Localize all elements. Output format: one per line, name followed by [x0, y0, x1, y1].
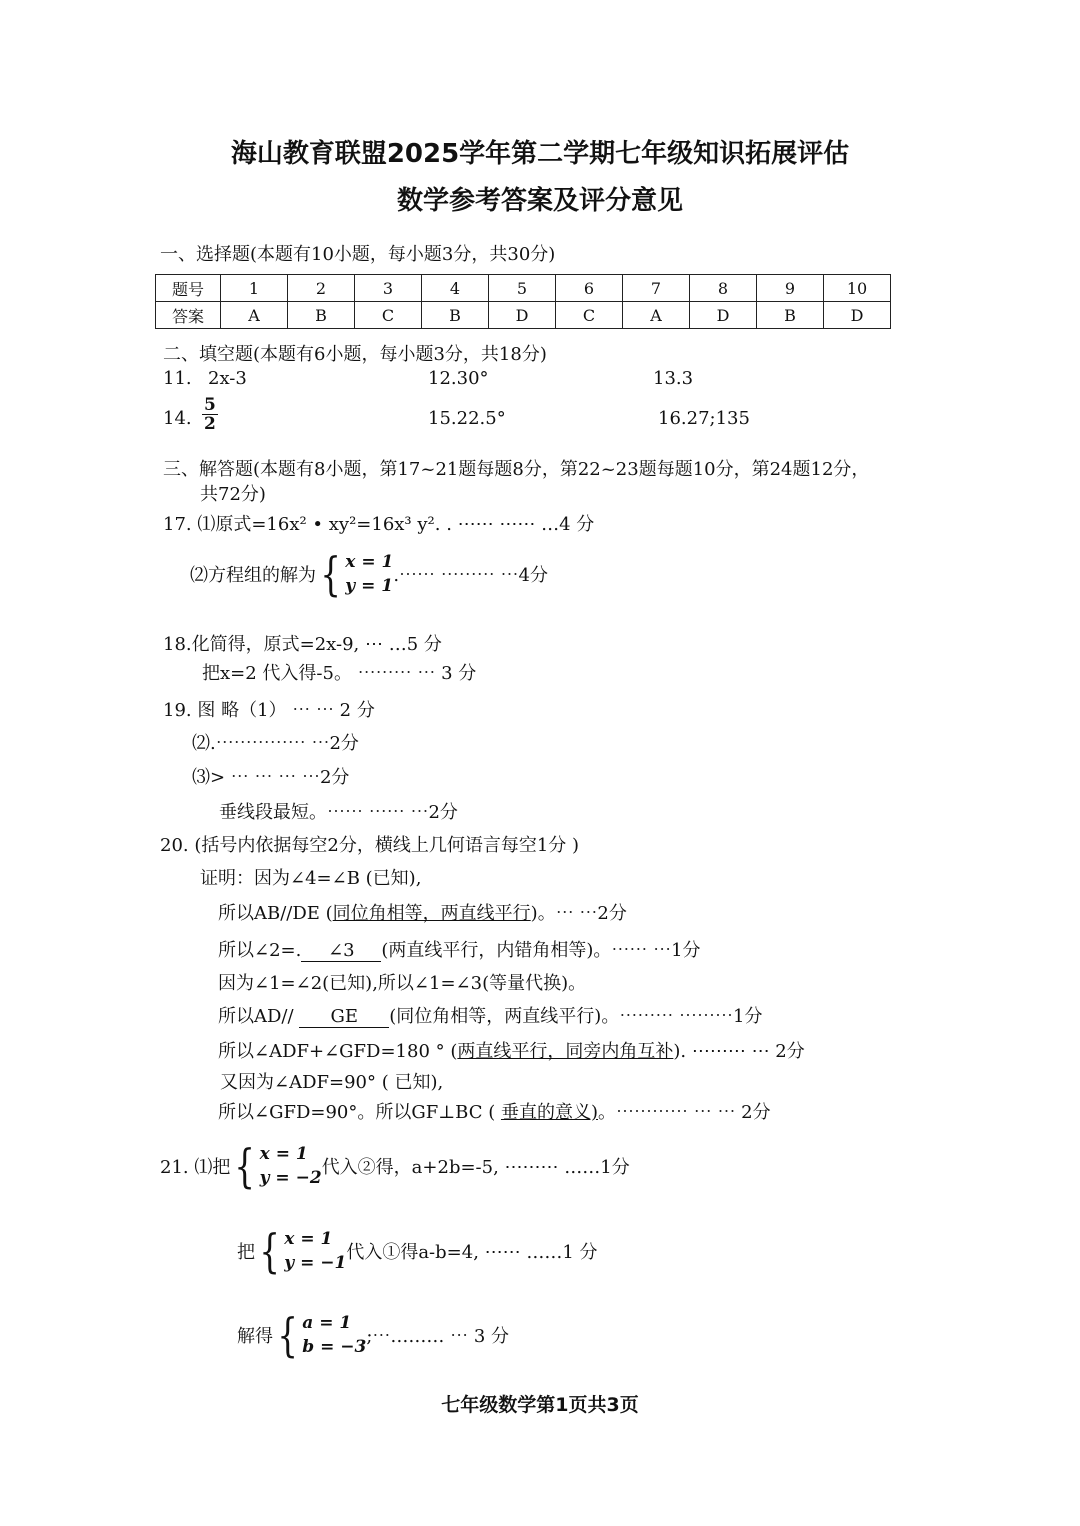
table-row-label: 答案 — [156, 302, 221, 329]
system-row: a = 1 — [302, 1313, 352, 1333]
question-number: 8 — [690, 275, 757, 302]
text: ;⋯……… ⋯ 3 分 — [366, 1326, 510, 1347]
equation-system — [230, 1139, 322, 1193]
text: 所以∠ADF+∠GFD=180 ° ( — [218, 1041, 458, 1062]
q17-part2 — [190, 547, 548, 601]
q20-line8: 又因为∠ADF=90° ( 已知), — [220, 1072, 444, 1093]
q20-line6 — [218, 1002, 763, 1028]
answer-cell: B — [757, 302, 824, 329]
section-fill-heading: 二、填空题(本题有6小题，每小题3分，共18分) — [163, 344, 547, 365]
text: (同位角相等，两直线平行)。⋯⋯⋯ ⋯⋯⋯1分 — [389, 1006, 763, 1027]
answer-cell: C — [355, 302, 422, 329]
question-number: 6 — [556, 275, 623, 302]
q17-part2-score: .⋯⋯ ⋯⋯⋯ ⋯4分 — [393, 565, 548, 586]
q11-number: 11. — [163, 368, 192, 389]
page-footer: 七年级数学第1页共3页 — [441, 1394, 639, 1416]
system-row: y = −2 — [259, 1168, 322, 1188]
q19-line2: ⑵.⋯⋯⋯⋯⋯ ⋯2分 — [192, 733, 359, 754]
text: 所以AB//DE ( — [218, 903, 333, 924]
answer-table — [155, 274, 891, 329]
q20-line9 — [218, 1098, 771, 1124]
answer-cell: B — [288, 302, 355, 329]
filled-blank: GE — [299, 1006, 389, 1028]
answer-cell: A — [623, 302, 690, 329]
q21-line1 — [160, 1139, 630, 1193]
equation-system — [273, 1308, 367, 1362]
section-choice-heading: 一、选择题(本题有10小题，每小题3分，共30分) — [160, 244, 556, 265]
question-number: 1 — [221, 275, 288, 302]
brace-icon: { — [234, 1139, 256, 1193]
text: 所以AD// — [218, 1006, 300, 1027]
q11-answer: 2x-3 — [208, 368, 247, 389]
underlined-reason: 两直线平行，同旁内角互补 — [457, 1041, 674, 1062]
q20-line1: 20. (括号内依据每空2分，横线上几何语言每空1分 ) — [160, 835, 580, 856]
text: 把 — [237, 1242, 255, 1263]
equation-system — [255, 1224, 347, 1278]
q17-part1: 17. ⑴原式=16x² • xy²=16x³ y². . ⋯⋯ ⋯⋯ …4 分 — [163, 514, 595, 535]
document-subtitle: 数学参考答案及评分意见 — [396, 186, 683, 216]
system-row: x = 1 — [284, 1229, 333, 1249]
question-number: 7 — [623, 275, 690, 302]
text: 代入①得a-b=4, ⋯⋯ ……1 分 — [346, 1242, 598, 1263]
text: )。⋯ ⋯2分 — [530, 903, 627, 924]
q15-answer: 15.22.5° — [428, 408, 506, 429]
question-number: 3 — [355, 275, 422, 302]
question-number: 2 — [288, 275, 355, 302]
question-number: 9 — [757, 275, 824, 302]
q20-line2: 证明：因为∠4=∠B (已知), — [200, 868, 422, 889]
q14-denominator: 2 — [204, 414, 216, 434]
system-row: y = −1 — [284, 1253, 347, 1273]
q16-answer: 16.27;135 — [658, 408, 750, 429]
q12-answer: 12.30° — [428, 368, 489, 389]
underlined-reason: 垂直的意义) — [500, 1102, 598, 1123]
answer-cell: A — [221, 302, 288, 329]
q21-line2 — [237, 1224, 598, 1278]
q19-line1: 19. 图 略（1） ⋯ ⋯ 2 分 — [163, 700, 375, 721]
brace-icon: { — [320, 547, 341, 601]
q17-part2-label: ⑵方程组的解为 — [190, 565, 316, 586]
q18-line2: 把x=2 代入得-5。 ⋯⋯⋯ ⋯ 3 分 — [202, 663, 477, 684]
q20-line4 — [218, 936, 701, 962]
answer-cell: D — [824, 302, 891, 329]
table-row-label: 题号 — [156, 275, 221, 302]
q13-answer: 13.3 — [653, 368, 694, 389]
underlined-reason: 同位角相等，两直线平行 — [332, 903, 531, 924]
q20-line5: 因为∠1=∠2(已知),所以∠1=∠3(等量代换)。 — [218, 973, 587, 994]
answer-cell: D — [489, 302, 556, 329]
q21-line3 — [237, 1308, 510, 1362]
text: 所以∠GFD=90°。所以GF⊥BC ( — [218, 1102, 501, 1123]
q14-numerator: 5 — [204, 395, 216, 415]
text: 解得 — [237, 1326, 273, 1347]
system-row: b = −3 — [302, 1337, 367, 1357]
text: 。⋯⋯⋯⋯ ⋯ ⋯ 2分 — [598, 1102, 771, 1123]
equation-system — [316, 547, 394, 601]
brace-icon: { — [277, 1308, 298, 1362]
q20-line3 — [218, 899, 627, 925]
brace-icon: { — [259, 1224, 280, 1278]
question-number: 5 — [489, 275, 556, 302]
text: 21. ⑴把 — [160, 1157, 231, 1178]
system-row: y = 1 — [345, 576, 394, 596]
table-row — [156, 302, 891, 329]
text: 所以∠2=. — [218, 940, 302, 961]
filled-blank: ∠3 — [301, 940, 381, 962]
text: (两直线平行，内错角相等)。⋯⋯ ⋯1分 — [381, 940, 701, 961]
q19-line4: 垂线段最短。⋯⋯ ⋯⋯ ⋯2分 — [219, 802, 458, 823]
question-number: 10 — [824, 275, 891, 302]
system-row: x = 1 — [345, 552, 394, 572]
q14-fraction — [202, 396, 218, 433]
q18-line1: 18.化简得，原式=2x-9, ⋯ …5 分 — [163, 634, 442, 655]
question-number: 4 — [422, 275, 489, 302]
q14-number: 14. — [163, 408, 192, 429]
answer-cell: B — [422, 302, 489, 329]
table-row — [156, 275, 891, 302]
text: 代入②得，a+2b=-5, ⋯⋯⋯ ……1分 — [321, 1157, 630, 1178]
q20-line7 — [218, 1037, 805, 1063]
answer-cell: D — [690, 302, 757, 329]
text: ). ⋯⋯⋯ ⋯ 2分 — [673, 1041, 805, 1062]
q19-line3: ⑶> ⋯ ⋯ ⋯ ⋯2分 — [192, 767, 350, 788]
section-solve-heading: 三、解答题(本题有8小题，第17~21题每题8分，第22~23题每题10分，第24题12分， — [163, 459, 870, 480]
section-solve-heading-cont: 共72分) — [200, 484, 266, 505]
system-row: x = 1 — [259, 1144, 308, 1164]
document-title: 海山教育联盟2025学年第二学期七年级知识拓展评估 — [230, 139, 850, 169]
answer-cell: C — [556, 302, 623, 329]
